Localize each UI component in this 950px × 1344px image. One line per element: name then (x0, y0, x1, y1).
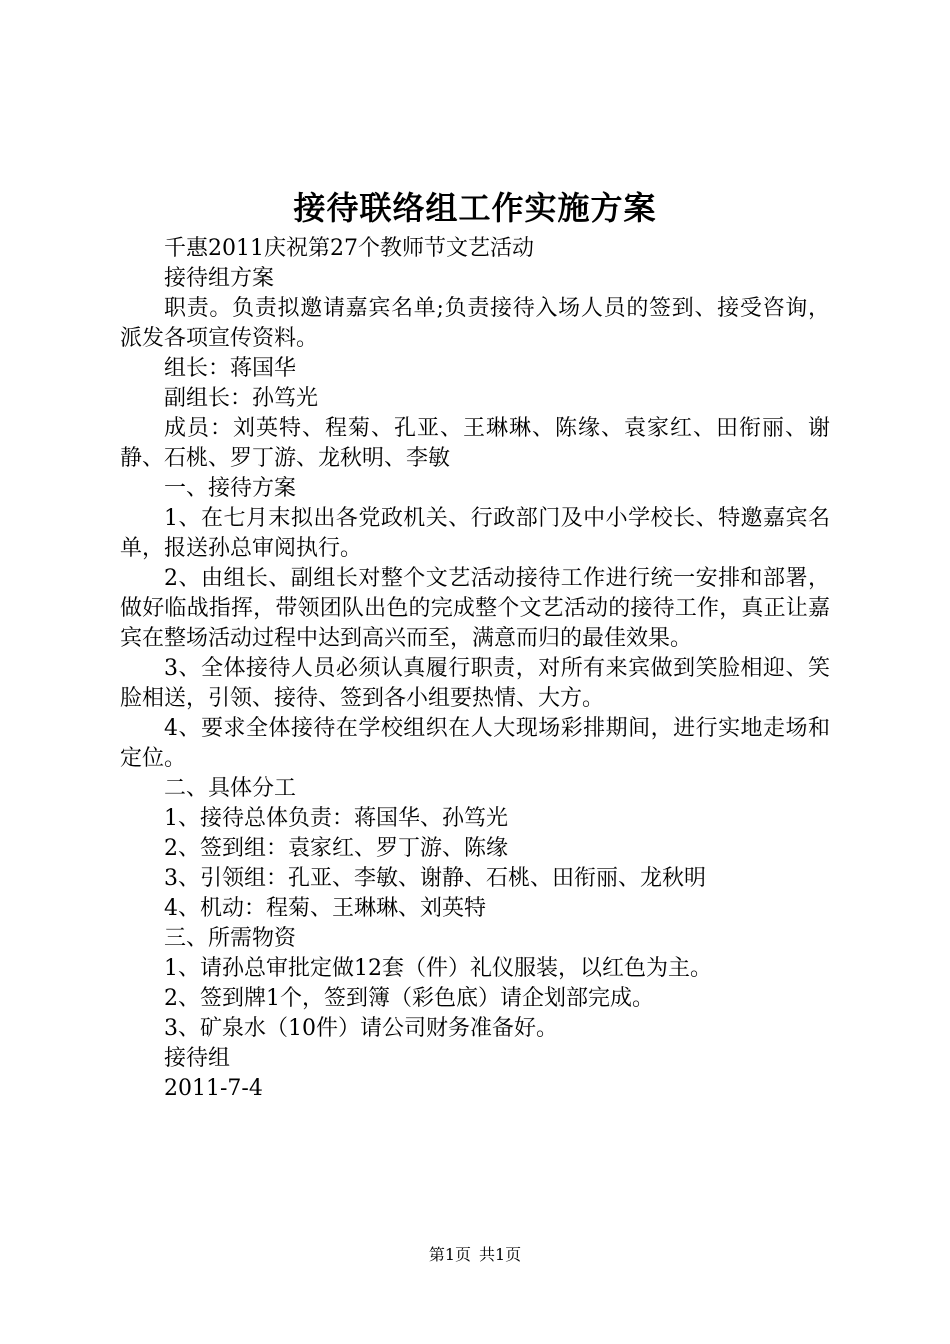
page-total: 共1页 (479, 1245, 522, 1264)
paragraph: 1、接待总体负责：蒋国华、孙笃光 (164, 806, 508, 831)
section-heading: 一、接待方案 (164, 476, 297, 501)
paragraph: 3、全体接待人员必须认真履行职责，对所有来宾做到笑脸相迎、笑脸相送，引领、接待、签到各小组要热情、大方。 (120, 656, 830, 711)
document-title: 接待联络组工作实施方案 (293, 189, 657, 227)
paragraph: 职责。负责拟邀请嘉宾名单;负责接待入场人员的签到、接受咨询，派发各项宣传资料。 (120, 296, 830, 351)
paragraph: 4、要求全体接待在学校组织在人大现场彩排期间，进行实地走场和定位。 (120, 716, 830, 771)
paragraph: 1、请孙总审批定做12套（件）礼仪服装，以红色为主。 (164, 956, 712, 981)
section-heading: 二、具体分工 (164, 776, 297, 801)
page-footer (0, 1244, 950, 1266)
paragraph: 2、签到组：袁家红、罗丁游、陈缘 (164, 836, 508, 861)
paragraph: 4、机动：程菊、王琳琳、刘英特 (164, 896, 486, 921)
paragraph: 3、引领组：孔亚、李敏、谢静、石桃、田衔丽、龙秋明 (164, 866, 706, 891)
paragraph: 组长：蒋国华 (164, 356, 297, 381)
paragraph: 3、矿泉水（10件）请公司财务准备好。 (164, 1016, 558, 1041)
paragraph: 2、由组长、副组长对整个文艺活动接待工作进行统一安排和部署，做好临战指挥，带领团队出色的完成整个文艺活动的接待工作，真正让嘉宾在整场活动过程中达到高兴而至，满意而归的最佳效果。 (120, 566, 830, 651)
page-number: 第1页 (428, 1245, 471, 1264)
signature: 接待组 (164, 1046, 231, 1071)
paragraph: 2、签到牌1个，签到簿（彩色底）请企划部完成。 (164, 986, 654, 1011)
paragraph: 副组长：孙笃光 (164, 386, 319, 411)
document-body (120, 234, 830, 1104)
date: 2011-7-4 (164, 1076, 263, 1101)
paragraph: 接待组方案 (164, 266, 275, 291)
paragraph: 千惠2011庆祝第27个教师节文艺活动 (164, 236, 534, 261)
paragraph: 成员：刘英特、程菊、孔亚、王琳琳、陈缘、袁家红、田衔丽、谢静、石桃、罗丁游、龙秋明、李敏 (120, 416, 830, 471)
paragraph: 1、在七月末拟出各党政机关、行政部门及中小学校长、特邀嘉宾名单，报送孙总审阅执行。 (120, 506, 830, 561)
section-heading: 三、所需物资 (164, 926, 297, 951)
